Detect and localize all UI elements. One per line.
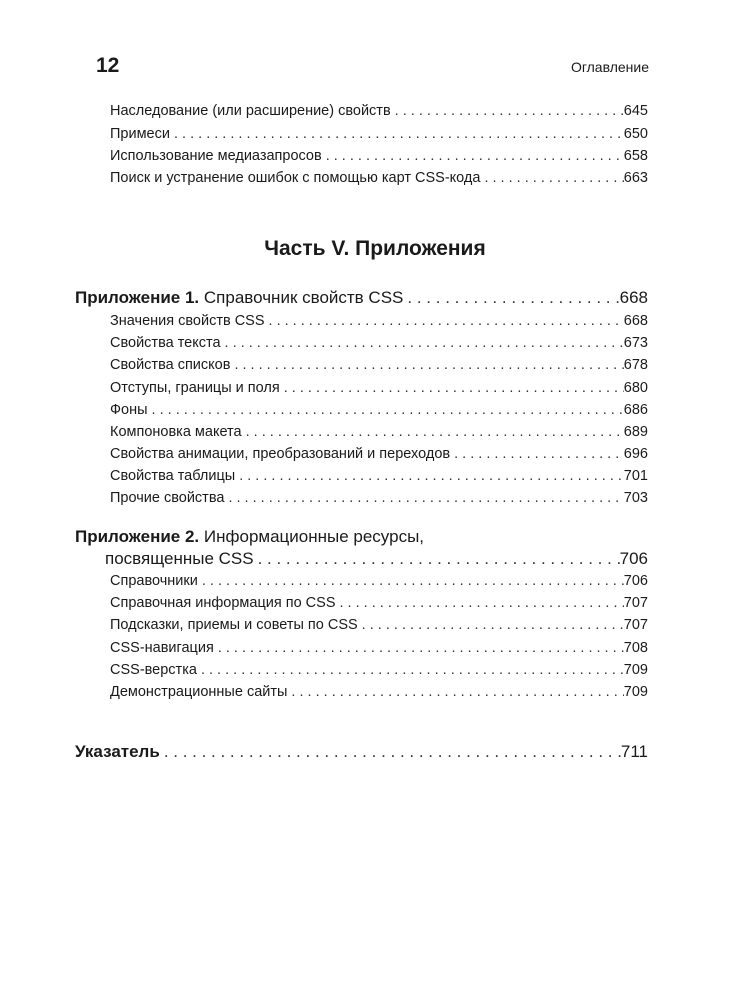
toc-entry-page: 663 (623, 170, 648, 186)
toc-entry-page: 706 (619, 549, 648, 568)
toc-entry-title: Отступы, границы и поля (110, 380, 280, 396)
dot-leader (265, 313, 624, 329)
toc-entry-title: Справочники (110, 573, 198, 589)
toc-entry-page: 709 (623, 662, 648, 678)
dot-leader (391, 103, 624, 119)
dot-leader (224, 490, 623, 506)
appendix-1-entry[interactable] (75, 288, 648, 312)
toc-entry-title: Наследование (или расширение) свойств (110, 103, 391, 119)
toc-entry-title: Демонстрационные сайты (110, 684, 288, 700)
dot-leader (148, 402, 624, 418)
toc-entry-page: 689 (623, 424, 648, 440)
index-title: Указатель (75, 742, 160, 761)
toc-entry[interactable] (110, 313, 648, 333)
toc-entry-title: Свойства таблицы (110, 468, 236, 484)
dot-leader (287, 684, 623, 700)
part-heading: Часть V. Приложения (264, 237, 486, 260)
toc-entry[interactable] (110, 424, 648, 444)
toc-entry[interactable] (110, 573, 648, 593)
toc-entry[interactable] (110, 446, 648, 466)
toc-entry-page: 707 (623, 595, 648, 611)
toc-entry-page: 709 (623, 684, 648, 700)
appendix-2-heading[interactable] (75, 527, 424, 547)
dot-leader (280, 380, 624, 396)
toc-entry-page: 708 (623, 640, 648, 656)
toc-entry-page: 711 (620, 742, 648, 761)
appendix-1-title: Справочник свойств CSS (203, 288, 404, 307)
dot-leader (160, 742, 621, 762)
dot-leader (254, 549, 620, 569)
toc-entry-page: 658 (623, 148, 648, 164)
appendix-2-title: Информационные ресурсы, (203, 527, 425, 546)
page-number: 12 (96, 54, 120, 77)
dot-leader (242, 424, 624, 440)
toc-entry-title: Компоновка макета (110, 424, 242, 440)
toc-entry[interactable] (110, 402, 648, 422)
dot-leader (221, 335, 624, 351)
toc-entry-page: 707 (623, 617, 648, 633)
toc-entry-title: Свойства списков (110, 357, 231, 373)
toc-entry-page: 678 (623, 357, 648, 373)
appendix-1-label: Приложение 1. (75, 288, 200, 307)
toc-entry[interactable] (110, 357, 648, 377)
dot-leader (450, 446, 624, 462)
dot-leader (235, 468, 624, 484)
dot-leader (198, 573, 624, 589)
toc-entry[interactable] (110, 640, 648, 660)
toc-entry-title: Значения свойств CSS (110, 313, 265, 329)
toc-entry-title: Примеси (110, 126, 170, 142)
toc-entry[interactable] (110, 126, 648, 146)
appendix-2-label: Приложение 2. (75, 527, 200, 546)
toc-entry-title: Свойства текста (110, 335, 221, 351)
toc-entry-page: 686 (623, 402, 648, 418)
toc-entry[interactable] (110, 662, 648, 682)
dot-leader (170, 126, 624, 142)
dot-leader (403, 288, 619, 308)
toc-entry-title: Поиск и устранение ошибок с помощью карт CSS-кода (110, 170, 481, 186)
toc-entry-page: 645 (623, 103, 648, 119)
toc-entry-title: CSS-верстка (110, 662, 197, 678)
toc-entry-page: 706 (623, 573, 648, 589)
dot-leader (358, 617, 624, 633)
toc-entry[interactable] (110, 148, 648, 168)
toc-entry-title: Свойства анимации, преобразований и переходов (110, 446, 451, 462)
toc-entry[interactable] (110, 170, 648, 190)
dot-leader (480, 170, 623, 186)
toc-entry[interactable] (110, 595, 648, 615)
toc-entry[interactable] (110, 335, 648, 355)
index-entry[interactable] (75, 742, 648, 766)
toc-entry-title: Справочная информация по CSS (110, 595, 336, 611)
toc-entry[interactable] (110, 103, 648, 123)
toc-entry-page: 703 (623, 490, 648, 506)
toc-entry[interactable] (110, 684, 648, 704)
toc-entry-page: 668 (623, 313, 648, 329)
toc-entry[interactable] (110, 380, 648, 400)
appendix-2-entry[interactable] (105, 549, 648, 573)
toc-entry-page: 650 (623, 126, 648, 142)
toc-entry[interactable] (110, 617, 648, 637)
dot-leader (336, 595, 624, 611)
toc-entry-page: 696 (623, 446, 648, 462)
toc-entry[interactable] (110, 490, 648, 510)
toc-entry-page: 701 (623, 468, 648, 484)
dot-leader (214, 640, 624, 656)
dot-leader (230, 357, 623, 373)
toc-entry-page: 673 (623, 335, 648, 351)
toc-entry-page: 668 (619, 288, 648, 307)
toc-entry[interactable] (110, 468, 648, 488)
toc-entry-title: Использование медиазапросов (110, 148, 322, 164)
dot-leader (197, 662, 624, 678)
running-head: Оглавление (570, 59, 649, 75)
toc-entry-title: Фоны (110, 402, 148, 418)
toc-entry-title: Подсказки, приемы и советы по CSS (110, 617, 358, 633)
toc-entry-page: 680 (623, 380, 648, 396)
toc-entry-title: Прочие свойства (110, 490, 225, 506)
appendix-2-title-cont: посвященные CSS (105, 549, 254, 568)
toc-entry-title: CSS-навигация (110, 640, 214, 656)
dot-leader (322, 148, 624, 164)
